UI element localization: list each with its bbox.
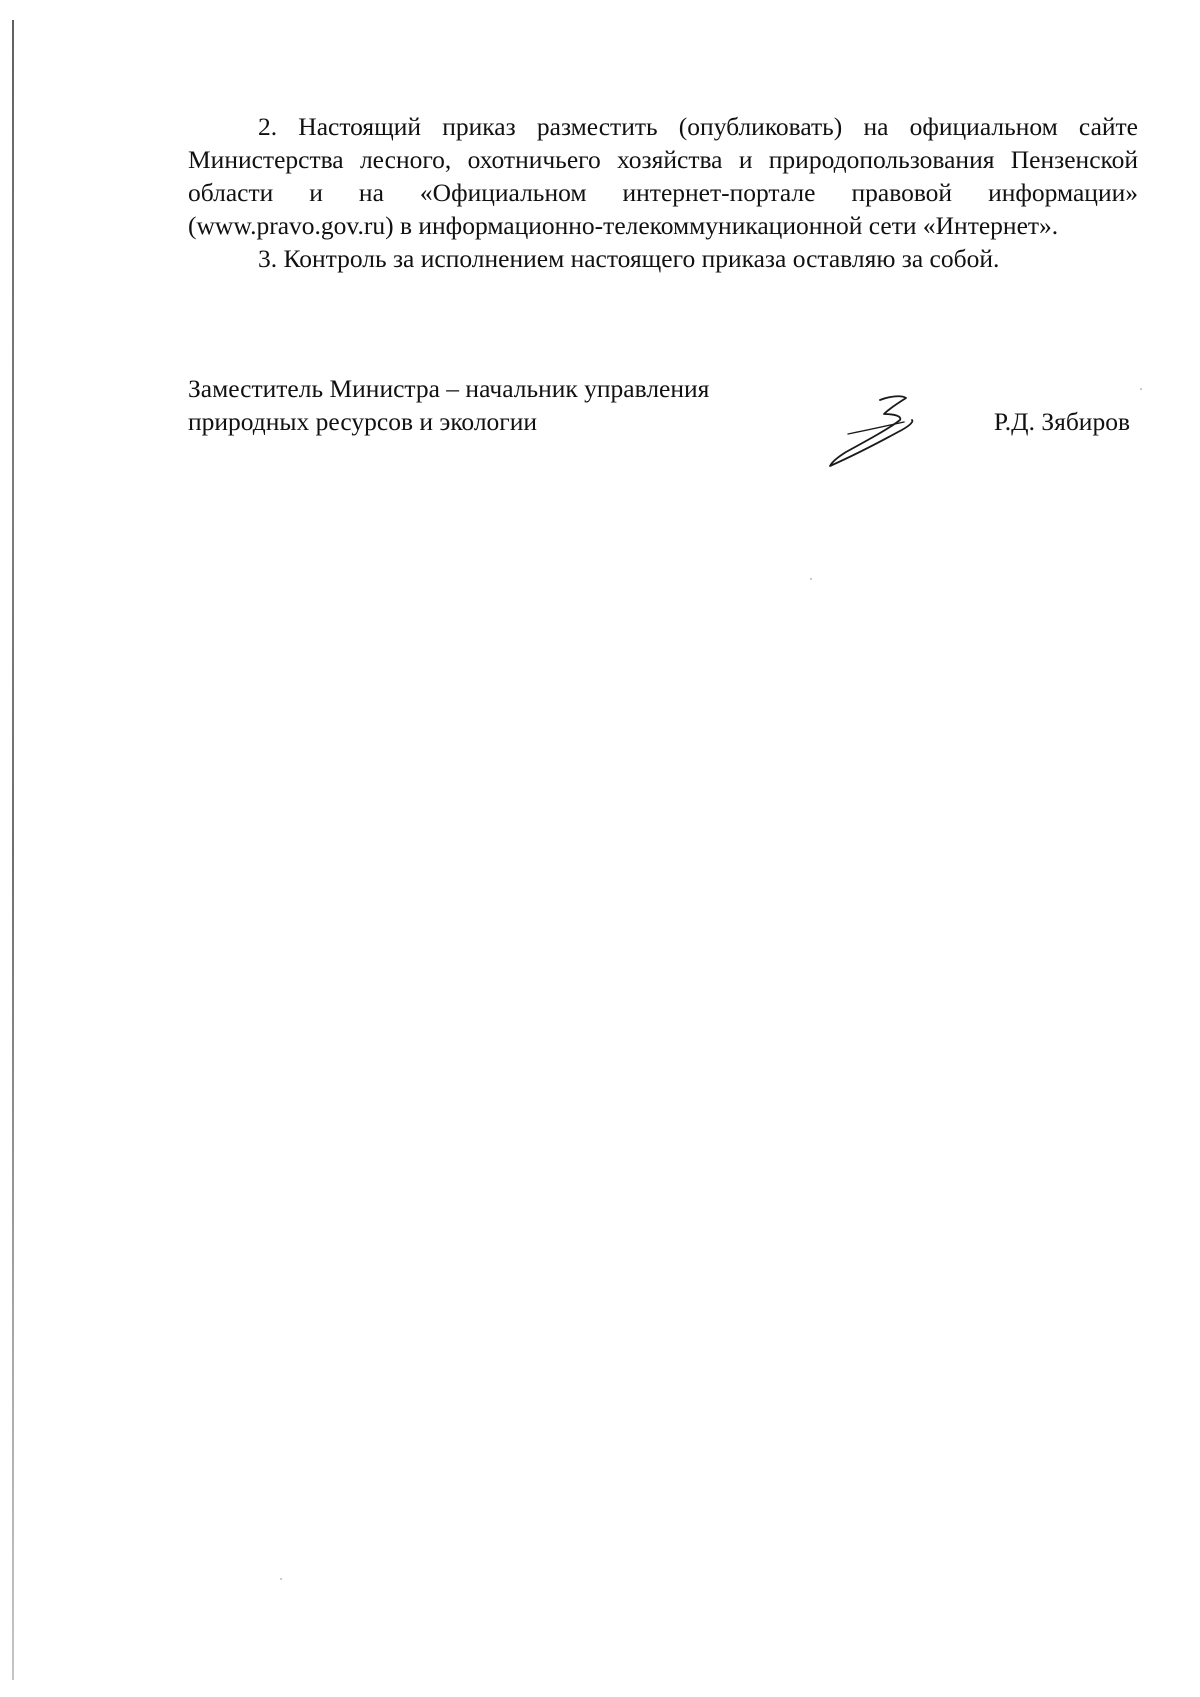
signatory-name: Р.Д. Зябиров: [993, 407, 1130, 436]
scan-edge-line: [12, 20, 14, 1680]
scan-speck: [280, 1578, 282, 1580]
signatory-title-line-2: природных ресурсов и экологии: [188, 407, 538, 436]
scan-speck: [810, 578, 812, 580]
paragraph-2: 2. Настоящий приказ разместить (опубликовать) на официальном сайте Министерства лесного, охотничьего хозяйства и природопользования Пензенской области и на «Официальном интернет-портале правовой информации» (www.pravo.gov.ru) в информационно-телекоммуникационной сети «Интернет».: [188, 112, 1138, 240]
signatory-title-line-1: Заместитель Министра – начальник управления: [188, 374, 710, 403]
signature-block: [188, 372, 1138, 482]
signatory-title: [188, 372, 828, 438]
document-body: [188, 110, 1138, 275]
paragraph-3: 3. Контроль за исполнением настоящего приказа оставляю за собой.: [258, 244, 1000, 273]
handwritten-signature-icon: [828, 392, 938, 472]
scan-speck: [1140, 388, 1142, 390]
